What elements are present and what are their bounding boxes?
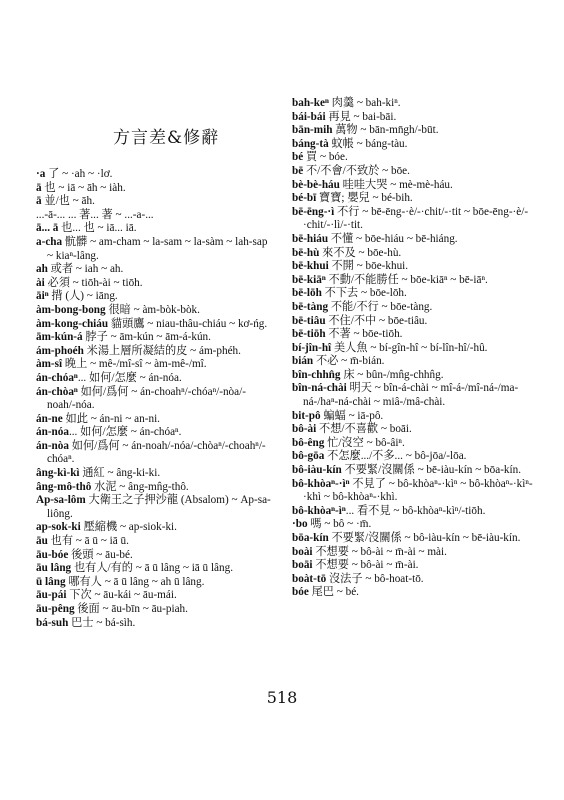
entry-definition: 尾巴 ~ bé.	[308, 586, 359, 599]
entry-headword: ā	[36, 195, 42, 208]
entry-headword: boài	[292, 545, 313, 558]
entry-headword: bí-jîn-hî	[292, 341, 332, 354]
entry-headword: bē-tiâu	[292, 314, 326, 327]
entry-definition: 巴士 ~ bá-sìh.	[68, 616, 136, 629]
entry-definition: 肉羹 ~ bah-kiⁿ.	[328, 97, 401, 109]
dictionary-entry	[292, 138, 540, 152]
dictionary-entry	[292, 247, 540, 261]
dictionary-entry	[36, 617, 274, 631]
dictionary-entry	[292, 437, 540, 451]
dictionary-entry	[36, 263, 274, 277]
entry-headword: bē-ēng-·ì	[292, 205, 335, 218]
entry-headword: án-nóa	[36, 426, 69, 439]
dictionary-entry	[292, 274, 540, 288]
entry-definition: 嗎 ~ bô ~ ·m̄.	[307, 518, 372, 531]
dictionary-entry	[292, 151, 540, 165]
entry-headword: àm-kong-chiáu	[36, 317, 109, 330]
entry-headword: ap-sok-ki	[36, 521, 81, 534]
entry-headword: bē-lōh	[292, 287, 322, 300]
dictionary-entry	[36, 494, 274, 521]
entry-definition: 通紅 ~ âng-ki-ki.	[79, 467, 161, 480]
entry-headword: bah-keⁿ	[292, 97, 329, 109]
dictionary-entry	[36, 481, 274, 495]
dictionary-entry	[36, 467, 274, 481]
entry-definition: 不開 ~ bōe-khui.	[328, 260, 409, 273]
entry-definition: 不要緊/沒關係 ~ bē-iàu-kín ~ bōa-kín.	[341, 464, 522, 477]
dictionary-entry	[292, 179, 540, 193]
entry-definition: 水泥 ~ âng-mn̂g-thô.	[91, 480, 189, 493]
entry-definition: 蚊帳 ~ báng-tàu.	[328, 137, 408, 150]
entry-headword: bîn-ná-chài	[292, 382, 347, 395]
entry-headword: bān-mih	[292, 124, 333, 137]
entry-definition: ...-ā-... ... 著... 著 ~ ...-a-...	[36, 208, 154, 221]
dictionary-entry	[36, 290, 274, 304]
entry-headword: bit-pô	[292, 409, 321, 422]
entry-headword: báng-tà	[292, 137, 329, 150]
dictionary-entry	[292, 301, 540, 315]
entry-definition: 也有人/有的 ~ ā ū lâng ~ iā ū lâng.	[71, 562, 234, 575]
entry-definition: 不要緊/沒關係 ~ bô-iàu-kín ~ bē-iàu-kín.	[328, 532, 521, 544]
dictionary-entry	[36, 222, 274, 236]
entry-headword: ā	[36, 181, 42, 194]
dictionary-entry	[292, 287, 540, 301]
entry-headword: bē-khui	[292, 260, 329, 273]
entry-definition: 如此 ~ án-ni ~ an-ni.	[62, 412, 160, 425]
entry-definition: 下次 ~ āu-kái ~ āu-mái.	[66, 589, 177, 602]
dictionary-entry	[36, 345, 274, 359]
entry-headword: āu-pêng	[36, 603, 75, 615]
entry-definition: 再見 ~ bai-bāi.	[325, 110, 397, 123]
dictionary-entry	[292, 97, 540, 111]
entry-headword: bē-kiāⁿ	[292, 273, 326, 286]
dictionary-entry	[292, 450, 540, 464]
entry-headword: àm-bong-bong	[36, 303, 106, 316]
entry-headword: bóe	[292, 586, 309, 599]
entry-headword: bé	[292, 151, 304, 164]
dictionary-entry	[292, 111, 540, 125]
left-column	[36, 168, 274, 630]
entry-headword: bián	[292, 355, 314, 368]
entry-definition: 明天 ~ bîn-á-chài ~ mî-á-/mî-ná-/ma-ná-/haⁿ-ná-chài ~ miâ-/mâ-chài.	[303, 382, 519, 409]
dictionary-entry	[292, 478, 540, 505]
entry-definition: 很暗 ~ àm-bòk-bòk.	[105, 303, 200, 316]
entry-definition: 後頭 ~ āu-bé.	[68, 548, 133, 561]
entry-headword: àm-sî	[36, 358, 63, 371]
entry-definition: 也 ~ iā ~ āh ~ iàh.	[41, 181, 126, 194]
entry-headword: boāi	[292, 559, 313, 572]
entry-headword: ài	[36, 276, 45, 289]
dictionary-entry	[36, 318, 274, 332]
dictionary-entry	[36, 426, 274, 440]
dictionary-entry	[292, 165, 540, 179]
entry-headword: boàt-tō	[292, 572, 327, 585]
entry-definition: 了 ~ ·ah ~ ·lơ.	[45, 168, 113, 180]
dictionary-entry	[36, 576, 274, 590]
entry-headword: ám-phoéh	[36, 344, 84, 357]
dictionary-entry	[292, 546, 540, 560]
dictionary-entry	[36, 549, 274, 563]
dictionary-entry	[292, 206, 540, 233]
page-number: 518	[266, 688, 298, 707]
entry-definition: 必須 ~ tiōh-ài ~ tiōh.	[44, 276, 143, 289]
dictionary-entry	[36, 168, 274, 182]
dictionary-entry	[36, 521, 274, 535]
entry-headword: bē-hiáu	[292, 232, 329, 245]
entry-definition: 買 ~ bóe.	[303, 151, 348, 164]
dictionary-entry	[292, 369, 540, 383]
entry-definition: 不行 ~ bē-ēng-·è/-·chit/-·tit ~ bōe-ēng-·è/-·chit/-·lì/-·tit.	[303, 205, 529, 232]
entry-headword: ah	[36, 263, 48, 276]
dictionary-entry	[36, 182, 274, 196]
dictionary-entry	[36, 236, 274, 263]
entry-headword: āiⁿ	[36, 290, 49, 303]
dictionary-entry	[36, 304, 274, 318]
entry-headword: bè-bè-háu	[292, 178, 340, 191]
dictionary-entry	[36, 603, 274, 617]
dictionary-entry	[292, 382, 540, 409]
entry-headword: bē-hù	[292, 246, 320, 259]
entry-headword: ·a	[36, 168, 46, 180]
entry-headword: bîn-chhn̂g	[292, 368, 341, 381]
entry-headword: ū lâng	[36, 575, 66, 588]
entry-headword: bē-tiōh	[292, 328, 326, 341]
entry-definition: 不怎麼.../不多... ~ bô-jōa/-lōa.	[324, 450, 467, 463]
entry-definition: 不想要 ~ bô-ài ~ m̄-ài ~ mài.	[312, 545, 447, 558]
dictionary-entry	[292, 233, 540, 247]
dictionary-entry	[36, 440, 274, 467]
dictionary-entry	[36, 331, 274, 345]
entry-headword: ām-kún-á	[36, 331, 83, 344]
entry-headword: āu	[36, 535, 48, 548]
dictionary-entry	[36, 562, 274, 576]
entry-headword: āu-bóe	[36, 548, 69, 561]
dictionary-entry	[292, 586, 540, 600]
dictionary-entry	[292, 355, 540, 369]
dictionary-entry	[292, 260, 540, 274]
entry-definition: 不能/不行 ~ bōe-tàng.	[328, 300, 433, 313]
entry-definition: 萬物 ~ bān-mn̄gh/-būt.	[332, 124, 439, 137]
entry-headword: bô-gōa	[292, 450, 325, 463]
right-column	[292, 97, 540, 600]
dictionary-entry	[292, 410, 540, 424]
entry-definition: 不動/不能勝任 ~ bōe-kiāⁿ ~ bē-iāⁿ.	[325, 273, 488, 286]
entry-headword: án-nòa	[36, 439, 69, 452]
entry-definition: 沒法子 ~ bô-hoat-tō.	[326, 572, 424, 585]
entry-definition: 不著 ~ bōe-tiōh.	[325, 328, 403, 341]
entry-headword: bô-khòaⁿ-·ìⁿ	[292, 477, 350, 490]
entry-headword: án-chòaⁿ	[36, 385, 78, 398]
dictionary-entry	[36, 386, 274, 413]
dictionary-entry	[36, 413, 274, 427]
entry-definition: 蝙蝠 ~ iā-pô.	[320, 409, 384, 422]
entry-headword: āu-pái	[36, 589, 67, 602]
dictionary-entry	[292, 192, 540, 206]
entry-headword: ā... ā	[36, 222, 59, 235]
entry-headword: ·bo	[292, 518, 308, 531]
entry-headword: bē	[292, 164, 304, 177]
entry-headword: Ap-sa-lôm	[36, 494, 86, 507]
entry-definition: 並/也 ~ āh.	[41, 195, 95, 208]
dictionary-entry	[292, 342, 540, 356]
dictionary-entry	[292, 328, 540, 342]
entry-definition: 不/不會/不致於 ~ bōe.	[303, 164, 410, 177]
entry-headword: bô-iàu-kín	[292, 464, 342, 477]
entry-definition: 不見了 ~ bô-khòaⁿ-·kìⁿ ~ bô-khòaⁿ-·kìⁿ-·khì ~ bô-khòaⁿ-·khì.	[303, 477, 533, 504]
entry-headword: bē-tàng	[292, 300, 329, 313]
dictionary-entry	[36, 535, 274, 549]
entry-definition: ... 如何/怎麼 ~ án-nóa.	[77, 371, 182, 384]
entry-definition: 後面 ~ āu-bīn ~ āu-piah.	[74, 603, 188, 615]
entry-definition: ... 看不見 ~ bô-khòaⁿ-kìⁿ/-tiōh.	[345, 504, 486, 517]
dictionary-entry	[36, 372, 274, 386]
entry-definition: 不懂 ~ bōe-hiáu ~ bē-hiáng.	[328, 232, 458, 245]
entry-definition: 不下去 ~ bōe-lōh.	[321, 287, 407, 300]
dictionary-entry	[292, 559, 540, 573]
dictionary-entry	[292, 505, 540, 519]
entry-headword: bé-bī	[292, 192, 317, 205]
entry-headword: âng-mô-thô	[36, 480, 92, 493]
entry-headword: bōa-kín	[292, 532, 329, 544]
entry-headword: án-ne	[36, 412, 63, 425]
entry-definition: 如何/爲何 ~ án-noah/-nóa/-chòaⁿ/-choahⁿ/-chóaⁿ.	[47, 439, 266, 466]
dictionary-entry	[292, 464, 540, 478]
entry-definition: 米湯上層所凝結的皮 ~ ám-phéh.	[83, 344, 241, 357]
entry-definition: 來不及 ~ bōe-hù.	[319, 246, 402, 259]
entry-headword: bô-khòaⁿ-ìⁿ	[292, 504, 346, 517]
entry-definition: 哪有人 ~ ā ū lâng ~ ah ū lâng.	[65, 575, 205, 588]
entry-definition: 或者 ~ iah ~ ah.	[47, 263, 124, 276]
entry-headword: bái-bái	[292, 110, 326, 123]
entry-definition: 如何/爲何 ~ án-choahⁿ/-chóaⁿ/-nòa/-noah/-nóa.	[47, 385, 246, 412]
dictionary-entry	[292, 124, 540, 138]
entry-headword: a-cha	[36, 235, 63, 248]
entry-definition: 脖子 ~ ām-kún ~ ām-á-kún.	[82, 331, 211, 344]
entry-definition: ... 如何/怎麼 ~ án-chóaⁿ.	[68, 426, 182, 439]
dictionary-entry	[292, 532, 540, 546]
entry-definition: 貓頭鷹 ~ niau-thâu-chiáu ~ kơ-ńg.	[108, 317, 268, 330]
entry-definition: 美人魚 ~ bí-gîn-hî ~ bí-lîn-hî/-hû.	[331, 341, 488, 354]
entry-definition: 揹 (人) ~ iāng.	[48, 290, 118, 303]
entry-headword: án-chóaⁿ	[36, 371, 78, 384]
dictionary-entry	[36, 277, 274, 291]
entry-definition: 骯髒 ~ am-cham ~ la-sam ~ la-sàm ~ lah-sap ~ kiaⁿ-lâng.	[47, 235, 268, 262]
entry-definition: 不想要 ~ bô-ài ~ m̄-ài.	[312, 559, 419, 572]
dictionary-entry	[36, 589, 274, 603]
entry-definition: 壓縮機 ~ ap-siok-ki.	[80, 521, 177, 534]
dictionary-entry	[292, 423, 540, 437]
entry-headword: āu lâng	[36, 562, 72, 575]
entry-headword: bô-êng	[292, 436, 325, 449]
entry-definition: 也... 也 ~ iā... iā.	[58, 222, 137, 235]
entry-definition: 寶寶; 嬰兒 ~ bé-bih.	[316, 192, 413, 205]
entry-definition: 床 ~ bûn-/mn̂g-chhn̂g.	[340, 368, 444, 381]
entry-headword: bô-ài	[292, 423, 317, 436]
entry-headword: bá-suh	[36, 616, 69, 629]
dictionary-entry	[292, 518, 540, 532]
dictionary-entry	[292, 315, 540, 329]
section-title: 方言差&修辭	[113, 128, 220, 148]
entry-definition: 不想/不喜歡 ~ boāi.	[316, 423, 412, 436]
entry-definition: 也有 ~ ā ū ~ iā ū.	[47, 535, 129, 548]
dictionary-entry	[292, 573, 540, 587]
entry-definition: 忙/沒空 ~ bô-âiⁿ.	[324, 436, 405, 449]
dictionary-entry	[36, 358, 274, 372]
entry-definition: 晚上 ~ mê-/mî-sî ~ àm-mê-/mî.	[62, 358, 207, 371]
entry-definition: 不住/不中 ~ bōe-tiâu.	[325, 314, 428, 327]
dictionary-entry	[36, 195, 274, 209]
entry-definition: 大衛王之子押沙龍 (Absalom) ~ Ap-sa-liông.	[47, 494, 271, 520]
entry-headword: âng-kì-kì	[36, 467, 80, 480]
entry-definition: 哇哇大哭 ~ mè-mè-háu.	[339, 178, 453, 191]
dictionary-entry	[36, 209, 274, 223]
entry-definition: 不必 ~ m̄-bián.	[313, 355, 385, 368]
